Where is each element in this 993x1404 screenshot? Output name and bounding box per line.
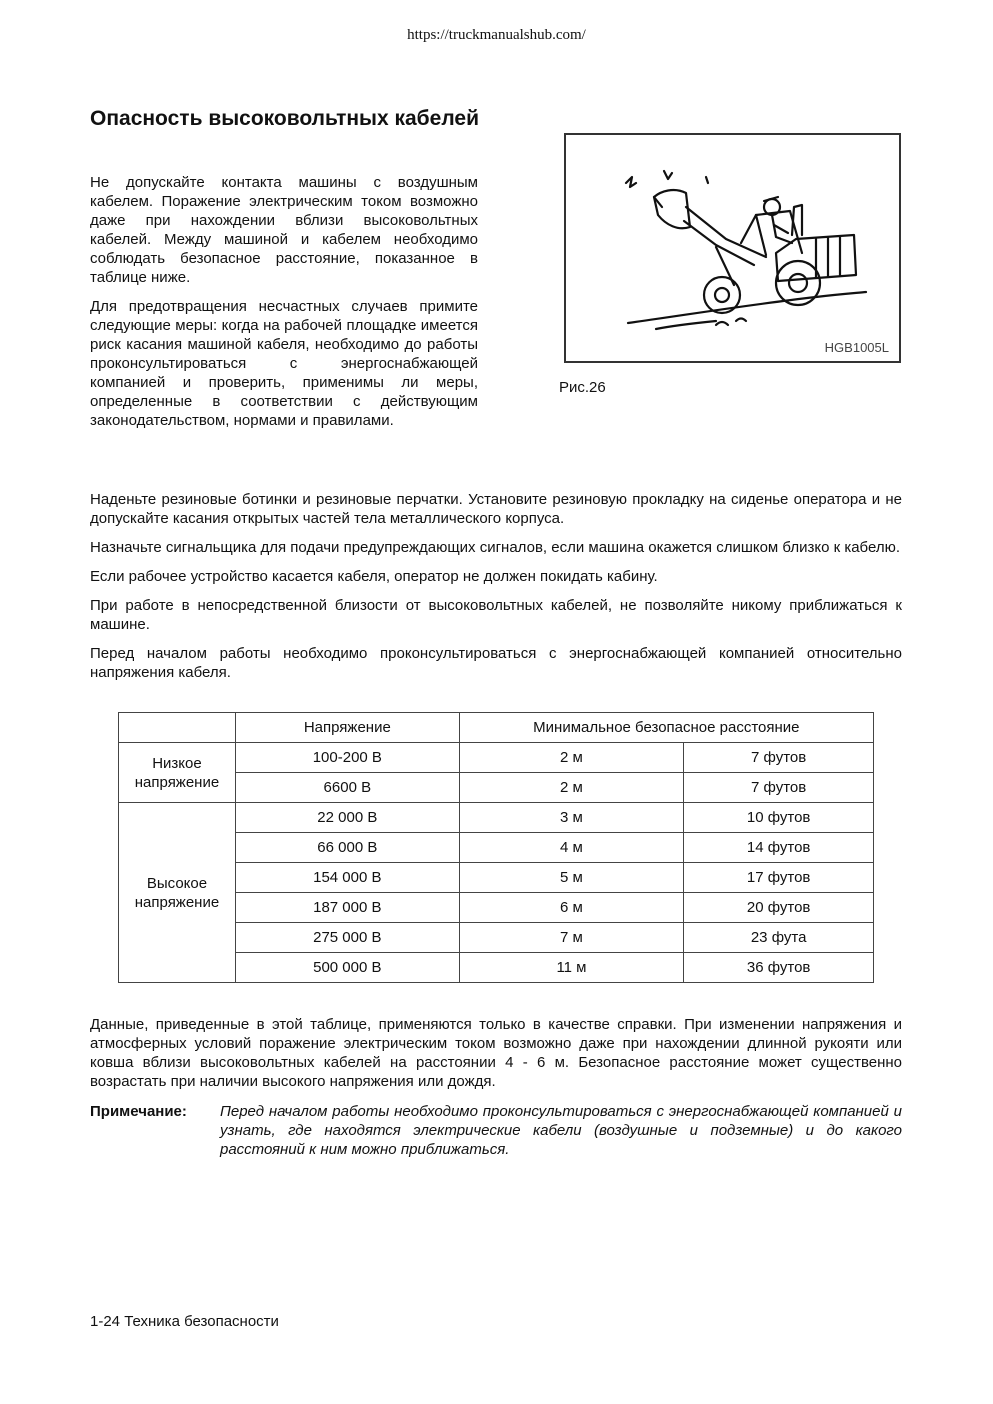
figure-code: HGB1005L xyxy=(824,340,889,355)
table-cell: 17 футов xyxy=(684,863,874,893)
body-paragraph: Перед началом работы необходимо проконсультироваться с энергоснабжающей компанией относительно напряжения кабеля. xyxy=(90,645,902,681)
section-title: Опасность высоковольтных кабелей xyxy=(90,107,479,130)
table-header-voltage: Напряжение xyxy=(235,713,459,743)
table-row xyxy=(119,743,874,773)
table-cell: 20 футов xyxy=(684,893,874,923)
table-cell: 187 000 В xyxy=(235,893,459,923)
table-cell: 22 000 В xyxy=(235,803,459,833)
body-paragraph: Назначьте сигнальщика для подачи предупреждающих сигналов, если машина окажется слишком близко к кабелю. xyxy=(90,539,900,556)
table-cell: 5 м xyxy=(459,863,684,893)
table-cell: 10 футов xyxy=(684,803,874,833)
table-cell: 14 футов xyxy=(684,833,874,863)
table-cell: 6 м xyxy=(459,893,684,923)
table-cell: 36 футов xyxy=(684,953,874,983)
figure-caption: Рис.26 xyxy=(559,379,606,396)
intro-paragraph: Не допускайте контакта машины с воздушным кабелем. Поражение электрическим током возможно даже при нахождении вблизи высоковольтных кабелей. Между машиной и кабелем необходимо соблюдать безопасное расстояние, показанное в таблице ниже. xyxy=(90,174,478,286)
voltage-distance-table xyxy=(118,712,874,983)
table-cell: 3 м xyxy=(459,803,684,833)
table-cell: 11 м xyxy=(459,953,684,983)
body-paragraph: При работе в непосредственной близости от высоковольтных кабелей, не позволяйте никому приближаться к машине. xyxy=(90,597,902,633)
table-group-label: Высокое напряжение xyxy=(119,803,236,983)
intro-paragraph: Для предотвращения несчастных случаев примите следующие меры: когда на рабочей площадке имеется риск касания машиной кабеля, необходимо до работы проконсультироваться с энергоснабжающей компанией и проверить, применимы ли меры, определенные в соответствии с действующим законодательством, нормами и правилами. xyxy=(90,298,478,429)
note-text: Перед началом работы необходимо проконсультироваться с энергоснабжающей компанией и узнать, где находятся электрические кабели (воздушные и подземные) и до какого расстояний к ним можно приближаться. xyxy=(220,1103,902,1158)
table-cell: 7 м xyxy=(459,923,684,953)
table-cell: 2 м xyxy=(459,773,684,803)
table-cell: 7 футов xyxy=(684,773,874,803)
loader-illustration xyxy=(564,133,901,363)
header-url: https://truckmanualshub.com/ xyxy=(407,27,586,43)
table-cell: 23 фута xyxy=(684,923,874,953)
table-cell: 7 футов xyxy=(684,743,874,773)
intro-text xyxy=(90,173,478,440)
body-text xyxy=(90,490,902,692)
note-label: Примечание: xyxy=(90,1103,187,1120)
table-cell: 66 000 В xyxy=(235,833,459,863)
table-row xyxy=(119,803,874,833)
body-paragraph: Наденьте резиновые ботинки и резиновые перчатки. Установите резиновую прокладку на сиденье оператора и не допускайте касания открытых частей тела металлического корпуса. xyxy=(90,491,902,527)
page-footer: 1-24 Техника безопасности xyxy=(90,1313,279,1330)
table-cell: 275 000 В xyxy=(235,923,459,953)
body-paragraph: Если рабочее устройство касается кабеля, оператор не должен покидать кабину. xyxy=(90,568,658,585)
table-cell: 2 м xyxy=(459,743,684,773)
table-cell: 500 000 В xyxy=(235,953,459,983)
table-disclaimer: Данные, приведенные в этой таблице, применяются только в качестве справки. При изменении напряжения и атмосферных условий поражение электрическим током возможно даже при нахождении длинной рукояти или ковша вблизи высоковольтных кабелей на расстоянии 4 - 6 м. Безопасное расстояние может существенно возрастать при наличии высокого напряжения или дождя. xyxy=(90,1016,902,1090)
table-header-row xyxy=(119,713,874,743)
table-cell: 154 000 В xyxy=(235,863,459,893)
loader-drawing xyxy=(566,135,899,361)
table-header-empty xyxy=(119,713,236,743)
table-group-label: Низкое напряжение xyxy=(119,743,236,803)
table-cell: 6600 В xyxy=(235,773,459,803)
table-cell: 100-200 В xyxy=(235,743,459,773)
table-header-distance: Минимальное безопасное расстояние xyxy=(459,713,873,743)
table-cell: 4 м xyxy=(459,833,684,863)
